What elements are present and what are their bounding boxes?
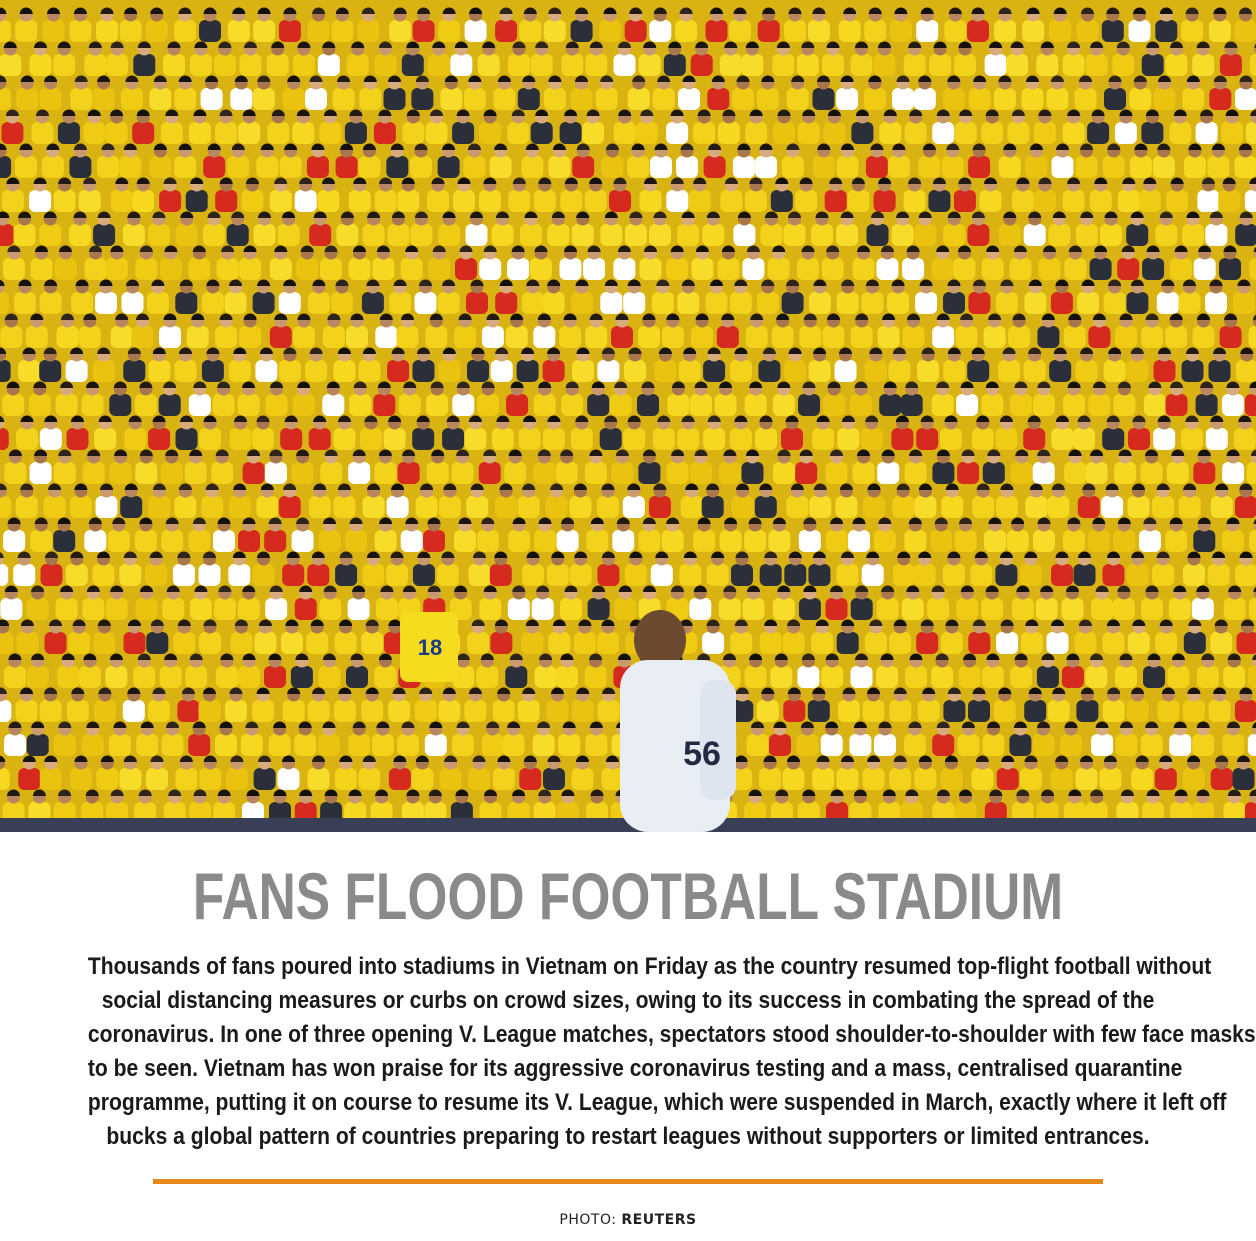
player-jersey-number: 56	[683, 735, 721, 773]
fan-jersey	[400, 612, 458, 682]
article-body-line: bucks a global pattern of countries preparing to restart leagues without supporters or limited entrances.	[106, 1123, 1150, 1150]
fan-jersey-number: 18	[417, 635, 443, 660]
orange-divider	[153, 1179, 1103, 1184]
article-body-line: Thousands of fans poured into stadiums in Vietnam on Friday as the country resumed top-flight football without	[87, 953, 1212, 980]
article-body	[0, 950, 1256, 1154]
headline: FANS FLOOD FOOTBALL STADIUM	[192, 859, 1064, 933]
article-body-line: programme, putting it on course to resume its V. League, which were suspended in March, exactly where it left off	[87, 1089, 1227, 1116]
photo-credit-source: REUTERS	[621, 1212, 697, 1228]
photo-credit-label: PHOTO:	[559, 1212, 617, 1228]
article-body-line: to be seen. Vietnam has won praise for its aggressive coronavirus testing and a mass, centralised quarantine	[87, 1055, 1183, 1082]
photo-credit	[0, 1212, 1256, 1228]
article-body-line: social distancing measures or curbs on crowd sizes, owing to its success in combating the spread of the	[101, 987, 1155, 1014]
article-body-line: coronavirus. In one of three opening V. League matches, spectators stood shoulder-to-shoulder with few face masks	[87, 1021, 1256, 1048]
